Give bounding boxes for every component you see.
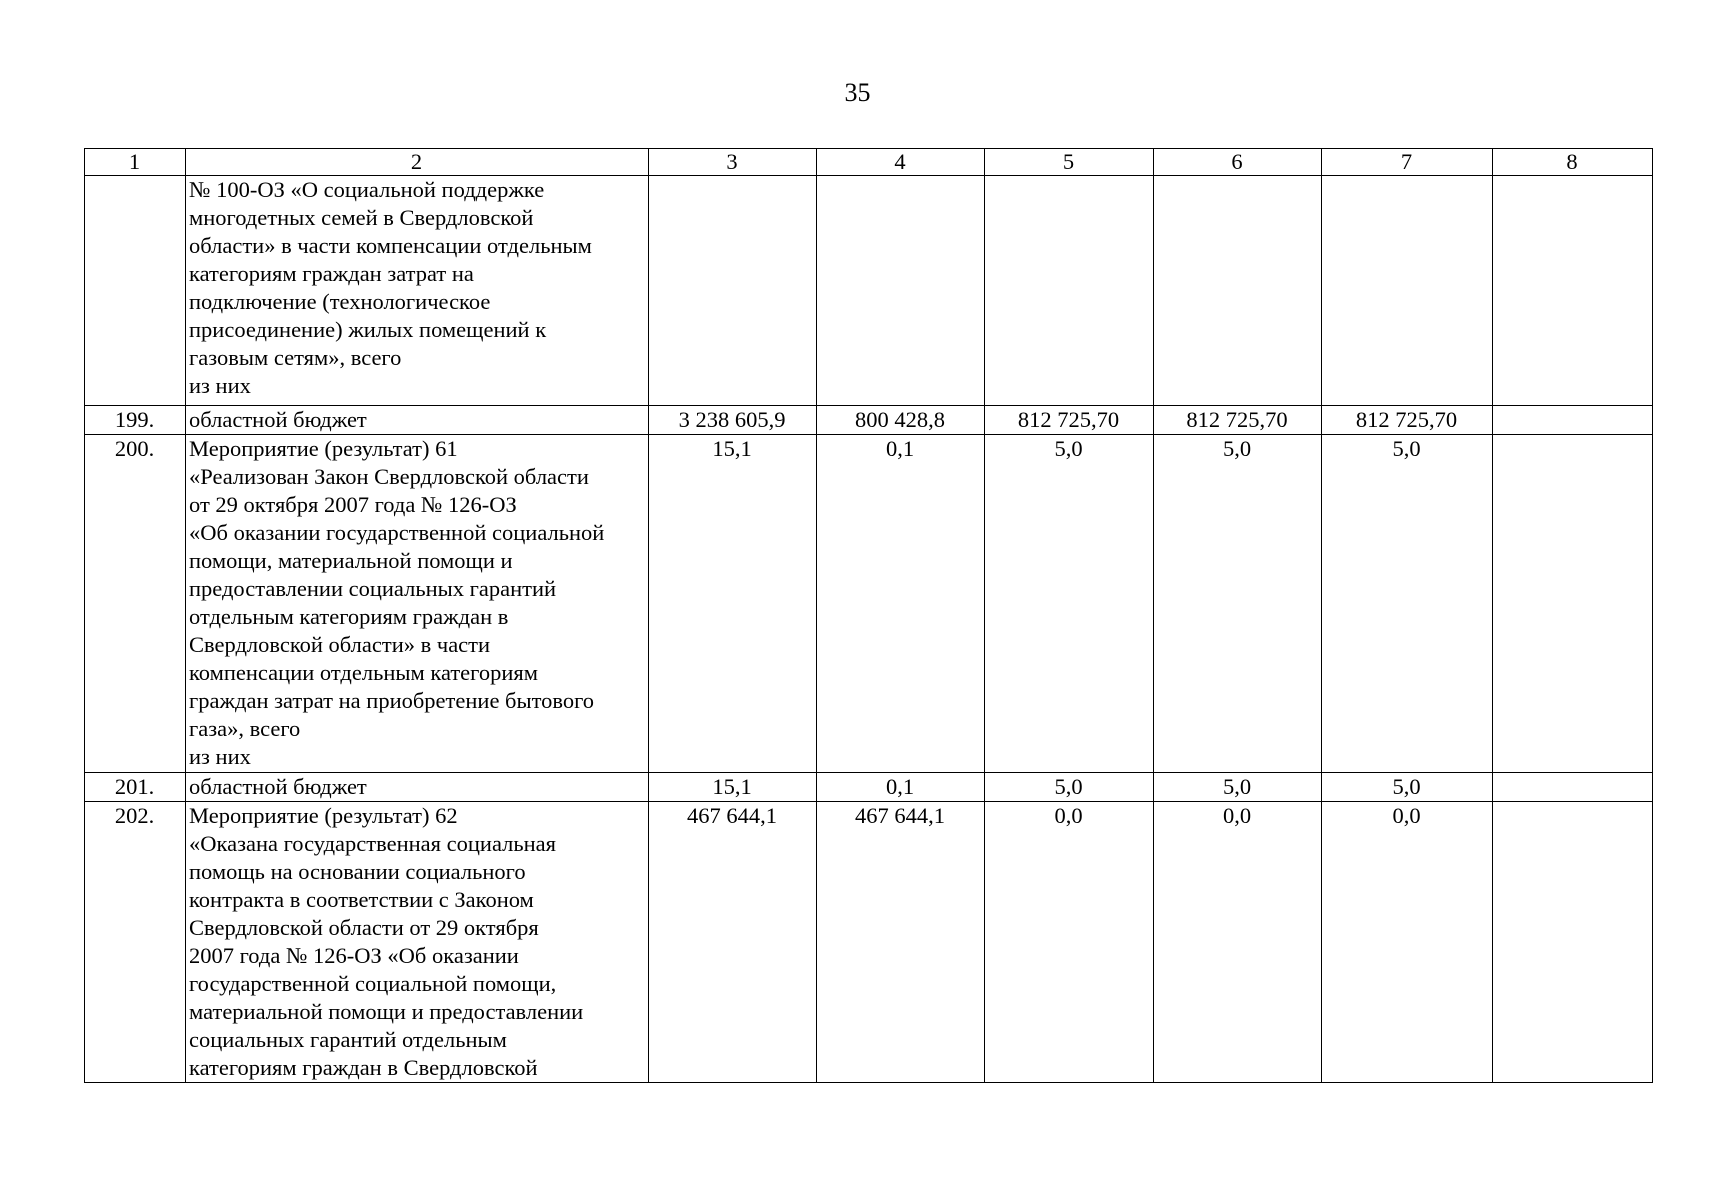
column-header: 3 bbox=[649, 149, 817, 176]
row-description-cell bbox=[186, 406, 649, 435]
row-number-cell: 200. bbox=[85, 435, 186, 773]
description-line: Свердловской области» в части bbox=[189, 632, 491, 657]
value-cell bbox=[985, 176, 1154, 406]
value-cell: 3 238 605,9 bbox=[649, 406, 817, 435]
description-line: № 100-ОЗ «О социальной поддержке bbox=[189, 177, 545, 202]
value-cell bbox=[1493, 435, 1653, 773]
description-line: Свердловской области от 29 октября bbox=[189, 915, 539, 940]
description-line: помощь на основании социального bbox=[189, 859, 526, 884]
description-line: Мероприятие (результат) 62 bbox=[189, 803, 458, 828]
value-cell: 15,1 bbox=[649, 773, 817, 802]
column-header: 5 bbox=[985, 149, 1154, 176]
value-cell: 467 644,1 bbox=[817, 802, 985, 1083]
column-header: 7 bbox=[1322, 149, 1493, 176]
value-cell: 812 725,70 bbox=[1154, 406, 1322, 435]
description-line: из них bbox=[189, 373, 251, 398]
value-cell bbox=[1493, 176, 1653, 406]
column-number-header-row bbox=[85, 149, 1653, 176]
value-cell: 467 644,1 bbox=[649, 802, 817, 1083]
description-line: присоединение) жилых помещений к bbox=[189, 317, 547, 342]
value-cell: 0,1 bbox=[817, 435, 985, 773]
description-line: от 29 октября 2007 года № 126-ОЗ bbox=[189, 492, 517, 517]
page-number: 35 bbox=[844, 78, 871, 107]
row-description-cell bbox=[186, 435, 649, 773]
column-header: 4 bbox=[817, 149, 985, 176]
description-line: «Об оказании государственной социальной bbox=[189, 520, 605, 545]
description-line: газа», всего bbox=[189, 716, 301, 741]
value-cell bbox=[1322, 176, 1493, 406]
description-line: из них bbox=[189, 744, 251, 769]
description-line: категориям граждан затрат на bbox=[189, 261, 474, 286]
description-line: «Оказана государственная социальная bbox=[189, 831, 556, 856]
value-cell: 0,0 bbox=[985, 802, 1154, 1083]
description-line: отдельным категориям граждан в bbox=[189, 604, 509, 629]
row-number-cell: 201. bbox=[85, 773, 186, 802]
description-line: 2007 года № 126-ОЗ «Об оказании bbox=[189, 943, 519, 968]
budget-table bbox=[84, 148, 1653, 1083]
row-number-cell bbox=[85, 176, 186, 406]
table-row bbox=[85, 176, 1653, 406]
value-cell: 5,0 bbox=[1154, 435, 1322, 773]
description-line: «Реализован Закон Свердловской области bbox=[189, 464, 589, 489]
row-number-cell: 202. bbox=[85, 802, 186, 1083]
row-description-cell bbox=[186, 802, 649, 1083]
description-line: помощи, материальной помощи и bbox=[189, 548, 513, 573]
value-cell: 812 725,70 bbox=[985, 406, 1154, 435]
row-number-cell: 199. bbox=[85, 406, 186, 435]
value-cell: 0,0 bbox=[1322, 802, 1493, 1083]
value-cell bbox=[649, 176, 817, 406]
description-line: контракта в соответствии с Законом bbox=[189, 887, 534, 912]
description-line: областной бюджет bbox=[189, 407, 367, 432]
value-cell: 5,0 bbox=[985, 435, 1154, 773]
description-line: компенсации отдельным категориям bbox=[189, 660, 538, 685]
description-line: Мероприятие (результат) 61 bbox=[189, 436, 458, 461]
table-row bbox=[85, 802, 1653, 1083]
description-line: государственной социальной помощи, bbox=[189, 971, 557, 996]
description-line: материальной помощи и предоставлении bbox=[189, 999, 584, 1024]
row-description-cell bbox=[186, 176, 649, 406]
value-cell: 5,0 bbox=[1322, 435, 1493, 773]
description-line: категориям граждан в Свердловской bbox=[189, 1055, 538, 1080]
column-header: 1 bbox=[85, 149, 186, 176]
value-cell: 800 428,8 bbox=[817, 406, 985, 435]
description-line: газовым сетям», всего bbox=[189, 345, 402, 370]
row-description-cell bbox=[186, 773, 649, 802]
value-cell: 0,0 bbox=[1154, 802, 1322, 1083]
description-line: многодетных семей в Свердловской bbox=[189, 205, 534, 230]
description-line: областной бюджет bbox=[189, 774, 367, 799]
description-line: социальных гарантий отдельным bbox=[189, 1027, 507, 1052]
value-cell bbox=[1493, 406, 1653, 435]
value-cell bbox=[1154, 176, 1322, 406]
value-cell: 0,1 bbox=[817, 773, 985, 802]
value-cell bbox=[817, 176, 985, 406]
table-row bbox=[85, 406, 1653, 435]
table-row bbox=[85, 773, 1653, 802]
value-cell: 812 725,70 bbox=[1322, 406, 1493, 435]
value-cell bbox=[1493, 773, 1653, 802]
table-row bbox=[85, 435, 1653, 773]
column-header: 2 bbox=[186, 149, 649, 176]
value-cell: 5,0 bbox=[1154, 773, 1322, 802]
value-cell: 5,0 bbox=[1322, 773, 1493, 802]
column-header: 8 bbox=[1493, 149, 1653, 176]
value-cell: 15,1 bbox=[649, 435, 817, 773]
column-header: 6 bbox=[1154, 149, 1322, 176]
value-cell bbox=[1493, 802, 1653, 1083]
description-line: граждан затрат на приобретение бытового bbox=[189, 688, 595, 713]
value-cell: 5,0 bbox=[985, 773, 1154, 802]
description-line: подключение (технологическое bbox=[189, 289, 491, 314]
description-line: области» в части компенсации отдельным bbox=[189, 233, 592, 258]
description-line: предоставлении социальных гарантий bbox=[189, 576, 557, 601]
